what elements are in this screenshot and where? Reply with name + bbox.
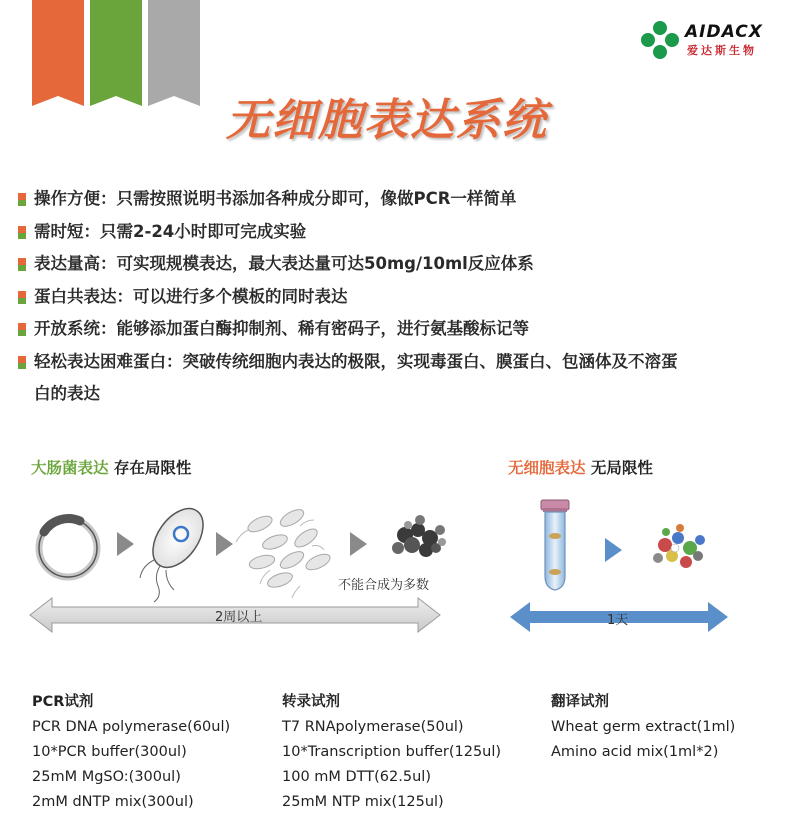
bullet-icon [18,356,26,369]
step-arrow-icon [216,532,233,556]
test-tube-icon [541,500,569,590]
feature-text: 轻松表达困难蛋白：突破传统细胞内表达的极限，实现毒蛋白、膜蛋白、包涵体及不溶蛋 [34,351,678,371]
reagent-item: 25mM MgSO:(300ul) [32,769,181,785]
cellfree-duration: 1天 [607,613,629,628]
feature-item [16,313,796,346]
brand-logo [640,20,790,60]
plasmid-icon [39,519,97,577]
reagent-item: 2mM dNTP mix(300ul) [32,794,194,810]
bullet-icon [18,323,26,336]
ecoli-duration: 2周以上 [215,610,263,625]
green-banner [90,0,142,106]
reagent-list-pcr [32,690,230,815]
reagent-item: 25mM NTP mix(125ul) [282,794,444,810]
step-arrow-icon [350,532,367,556]
gray-banner [148,0,200,106]
reagent-item: Wheat germ extract(1ml) [551,719,736,735]
ecoli-note: 不能合成为多数 [338,578,430,593]
brand-name-en: AIDACX [685,22,763,42]
orange-banner [32,0,84,106]
reagent-item: Amino acid mix(1ml*2) [551,744,719,760]
reagent-item: 10*Transcription buffer(125ul) [282,744,502,760]
step-arrow-icon [117,532,134,556]
feature-list [16,183,796,411]
comparison-diagram [0,490,805,650]
reagent-item: T7 RNApolymerase(50ul) [282,719,464,735]
feature-item [16,346,796,379]
step-arrow-blue-icon [605,538,622,562]
feature-text: 需时短：只需2-24小时即可完成实验 [34,221,307,241]
reagent-list-transcription [282,690,501,815]
logo-mark-icon [640,20,680,60]
bullet-icon [18,291,26,304]
reagent-list-translation [551,690,735,765]
feature-item [16,248,796,281]
bacterium-icon [140,499,213,602]
reagent-item: 100 mM DTT(62.5ul) [282,769,431,785]
page-title: 无细胞表达系统 [226,95,548,146]
bacteria-colony-icon [236,506,332,598]
protein-aggregate-icon [392,515,446,557]
feature-text: 开放系统：能够添加蛋白酶抑制剂、稀有密码子，进行氨基酸标记等 [34,319,529,338]
feature-text: 白的表达 [34,384,100,403]
feature-item [16,281,796,314]
reagent-item: 10*PCR buffer(300ul) [32,744,187,760]
reagent-heading: 转录试剂 [282,694,340,710]
feature-item [16,216,796,249]
brand-name-cn: 爱达斯生物 [687,44,757,57]
protein-structure-icon [653,524,705,568]
feature-text: 操作方便：只需按照说明书添加各种成分即可，像做PCR一样简单 [34,189,517,208]
cellfree-heading: 无细胞表达 无局限性 [508,459,653,477]
feature-item-continuation [16,378,796,411]
reagent-item: PCR DNA polymerase(60ul) [32,719,231,735]
feature-text: 蛋白共表达：可以进行多个模板的同时表达 [34,286,348,306]
bullet-icon [18,193,26,206]
ecoli-heading: 大肠菌表达 存在局限性 [31,459,192,477]
bullet-icon [18,258,26,271]
reagent-heading: 翻译试剂 [551,694,609,710]
bullet-icon [18,226,26,239]
feature-item [16,183,796,216]
feature-text: 表达量高：可实现规模表达，最大表达量可达50mg/10ml反应体系 [34,254,534,273]
reagent-heading: PCR试剂 [32,694,94,710]
